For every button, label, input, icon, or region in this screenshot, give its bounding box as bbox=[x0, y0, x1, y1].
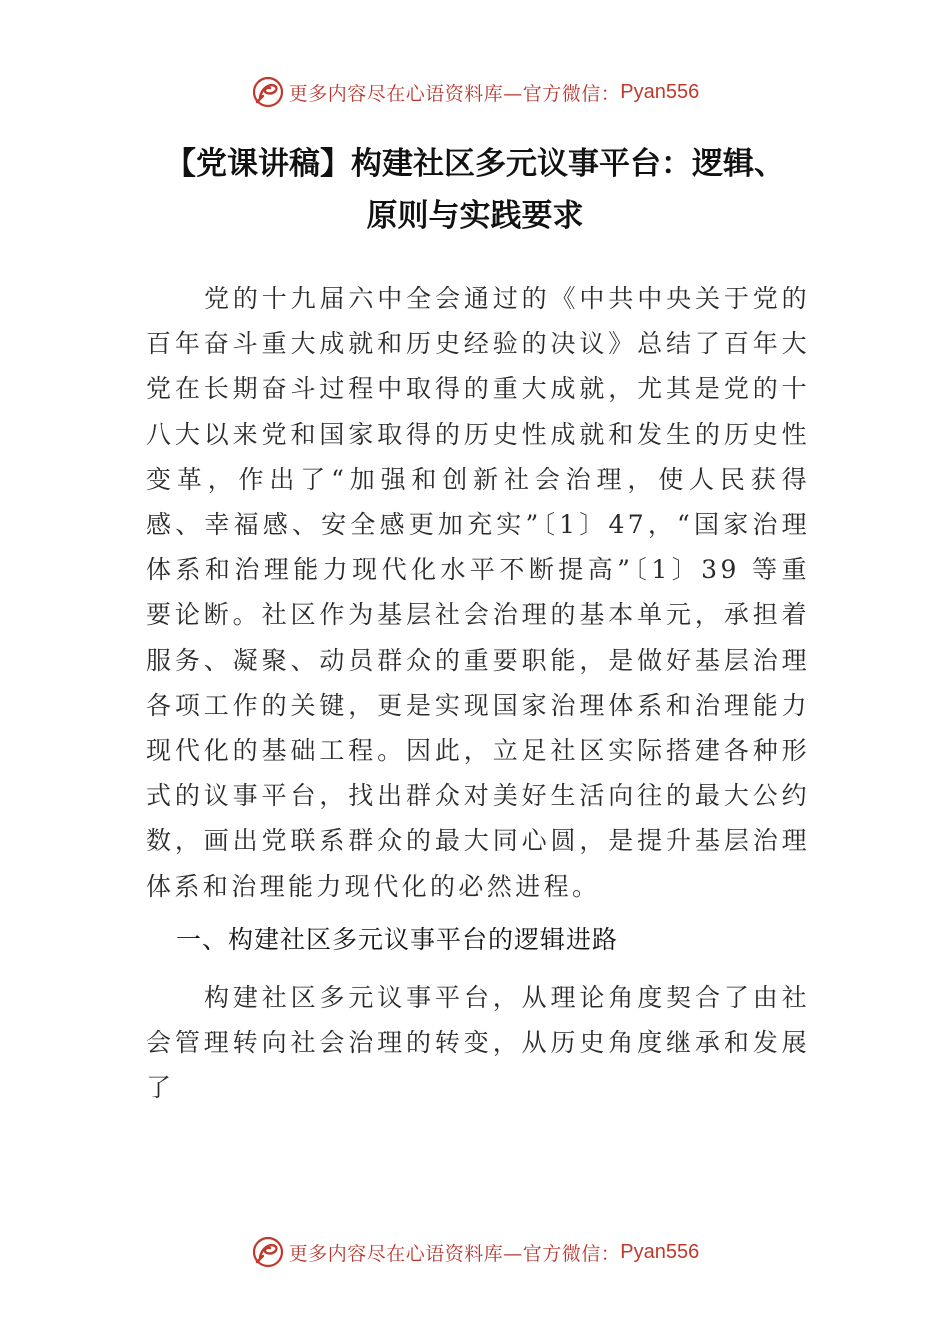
swirl-logo-icon bbox=[251, 75, 285, 109]
document-title bbox=[110, 138, 840, 242]
paragraph-section-1: 构建社区多元议事平台，从理论角度契合了由社会管理转向社会治理的转变，从历史角度继承和发展了 bbox=[146, 982, 810, 1103]
banner-wechat-id: Pyan556 bbox=[620, 1240, 700, 1263]
banner-text: 更多内容尽在心语资料库—官方微信： bbox=[288, 1242, 621, 1265]
banner-wechat-id: Pyan556 bbox=[620, 80, 700, 103]
title-line-2: 原则与实践要求 bbox=[366, 198, 584, 234]
footer-banner bbox=[0, 1232, 950, 1272]
title-line-1: 【党课讲稿】构建社区多元议事平台：逻辑、 bbox=[165, 146, 785, 182]
header-banner bbox=[0, 72, 950, 112]
swirl-logo-icon bbox=[251, 1235, 285, 1269]
section-heading-1: 一、构建社区多元议事平台的逻辑进路 bbox=[176, 924, 619, 954]
banner-text: 更多内容尽在心语资料库—官方微信： bbox=[288, 82, 621, 105]
paragraph-intro: 党的十九届六中全会通过的《中共中央关于党的百年奋斗重大成就和历史经验的决议》总结了百年大党在长期奋斗过程中取得的重大成就，尤其是党的十八大以来党和国家取得的历史性成就和发生的历史性变革，作出了“加强和创新社会治理，使人民获得感、幸福感、安全感更加充实”〔1〕47，“国家治理体系和治理能力现代化水平不断提高”〔1〕39 等重要论断。社区作为基层社会治理的基本单元，承担着服务、凝聚、动员群众的重要职能，是做好基层治理各项工作的关键，更是实现国家治理体系和治理能力现代化的基础工程。因此，立足社区实际搭建各种形式的议事平台，找出群众对美好生活向往的最大公约数，画出党联系群众的最大同心圆，是提升基层治理体系和治理能力现代化的必然进程。 bbox=[146, 284, 810, 901]
document-body bbox=[146, 276, 810, 1110]
